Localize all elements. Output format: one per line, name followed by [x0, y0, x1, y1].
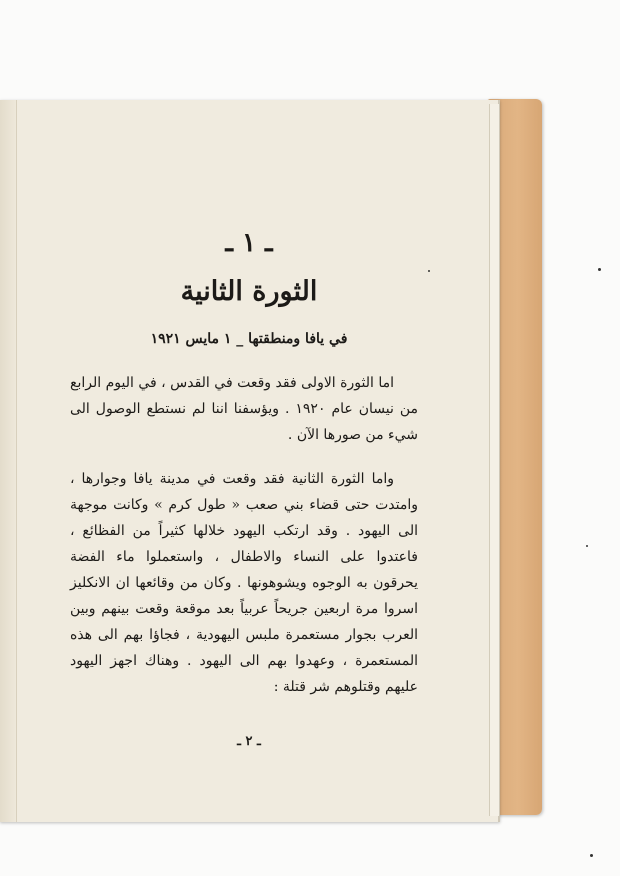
page-edge [489, 104, 499, 816]
book-page [0, 100, 500, 822]
page-number: ـ ٢ ـ [237, 734, 261, 749]
paragraph: اما الثورة الاولى فقد وقعت في القدس ، في اليوم الرابع من نيسان عام ١٩٢٠ . ويؤسفنا اننا لم نستطع الوصول الى شيء من صورها الآن . [70, 375, 418, 443]
chapter-number: ـ ١ ـ [225, 228, 273, 258]
body-text [70, 370, 418, 700]
paragraph: واما الثورة الثانية فقد وقعت في مدينة يافا وجوارها ، وامتدت حتى قضاء بني صعب « طول كرم » وكانت موجهة الى اليهود . وقد ارتكب اليهود خلالها كثيراً من الفظائع ، فاعتدوا على النساء والاطفال ، واستعملوا ماء الفضة يحرقون به الوجوه ويشوهونها . وكان من وقائعها ان الانكليز اسروا مرة اربعين جريحاً عربياً بعد موقعة وقعت بينهم وبين العرب بجوار مستعمرة ملبس اليهودية ، فجاؤا بهم الى هذه المستعمرة ، وعهدوا بهم الى اليهود . وهناك اجهز اليهود عليهم وقتلوهم شر قتلة : [70, 471, 418, 695]
dust-speck [428, 270, 430, 272]
chapter-title: الثورة الثانية [180, 276, 318, 307]
dust-speck [586, 545, 588, 547]
chapter-subtitle: في يافا ومنطقتها _ ١ مايس ١٩٢١ [150, 331, 348, 347]
dust-speck [598, 268, 601, 271]
dust-speck [590, 854, 593, 857]
